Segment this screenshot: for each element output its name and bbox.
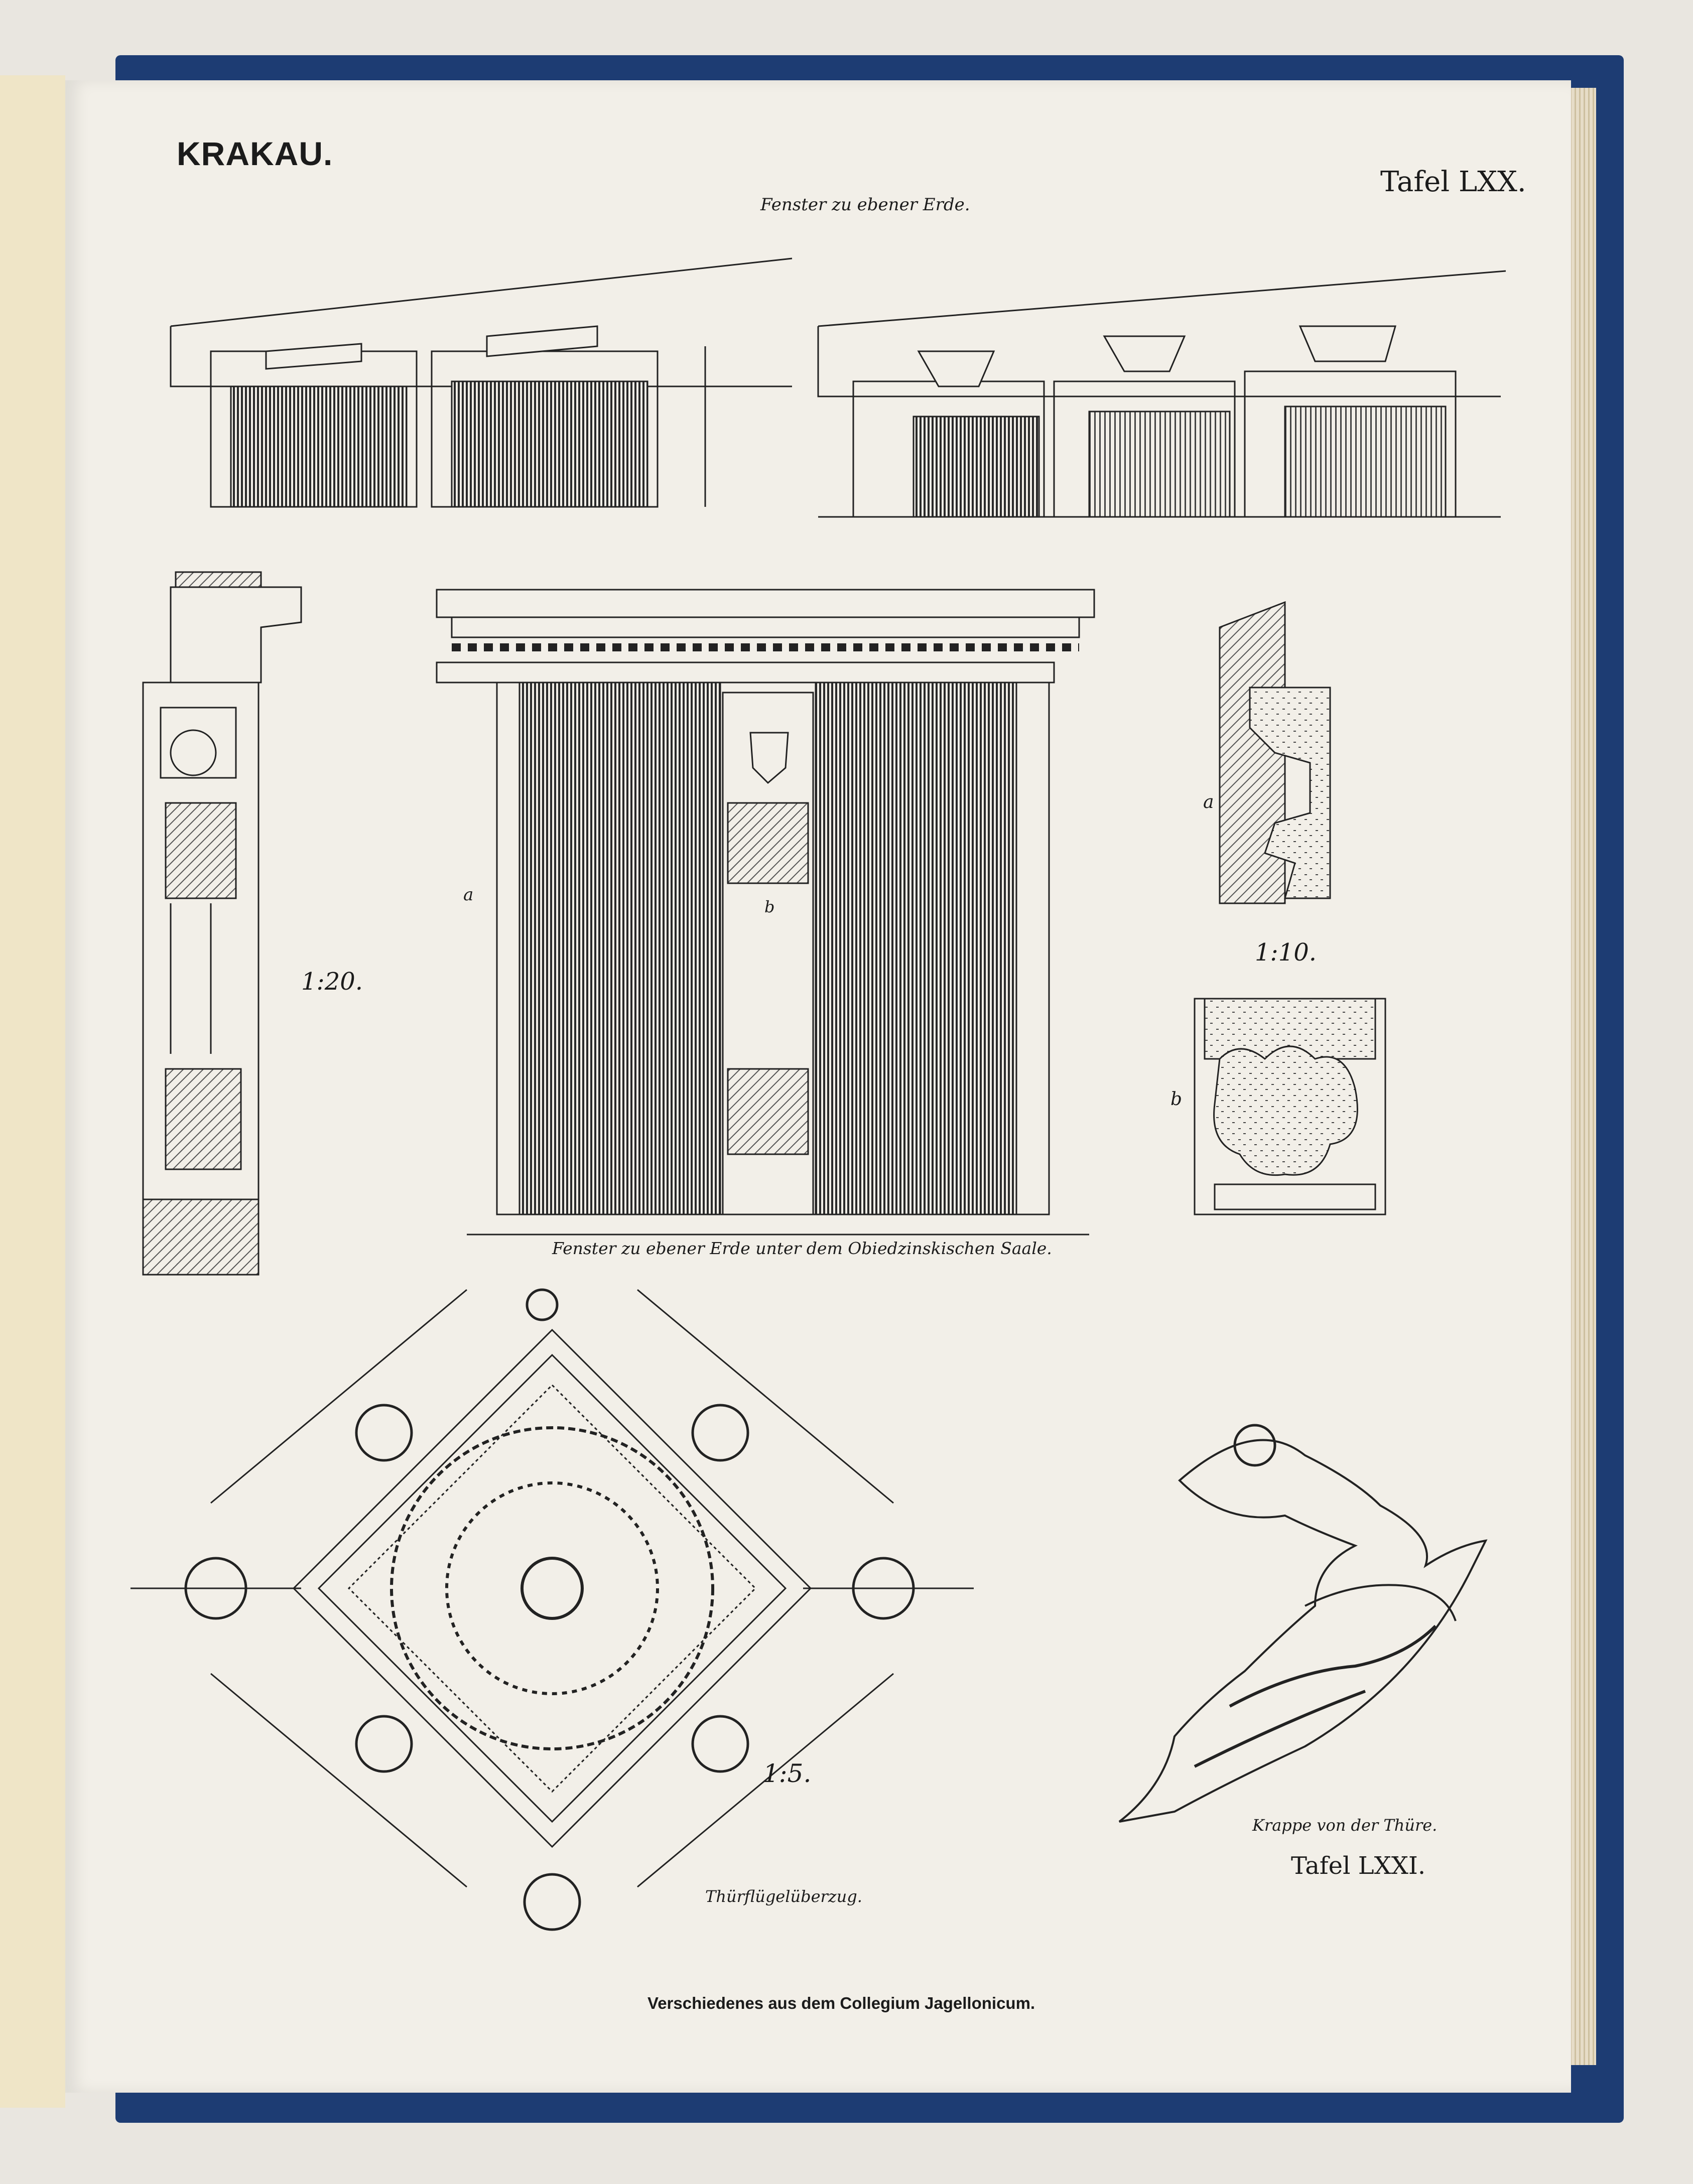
- secondary-plate-number: Tafel LXXI.: [1291, 1852, 1426, 1880]
- scale-label-right: 1:10.: [1255, 938, 1317, 967]
- label-a-detail: a: [1203, 792, 1214, 812]
- crocket-drawing: [1119, 1425, 1486, 1822]
- caption-window: Fenster zu ebener Erde unter dem Obiedzinskischen Saale.: [552, 1239, 1052, 1258]
- plate-number: Tafel LXX.: [1380, 166, 1526, 198]
- caption-top-windows: Fenster zu ebener Erde.: [760, 195, 970, 215]
- door-cover-ornament: [131, 1290, 974, 1930]
- label-b-detail: b: [1170, 1089, 1183, 1110]
- profile-detail-a: [1220, 602, 1330, 903]
- scale-label-ornament: 1:5.: [763, 1759, 812, 1788]
- label-a-window: a: [463, 885, 474, 905]
- profile-detail-b: [1195, 999, 1385, 1214]
- caption-door-cover: Thürflügelüberzug.: [705, 1887, 862, 1906]
- plate-city-heading: KRAKAU.: [177, 135, 333, 172]
- label-b-window: b: [764, 897, 775, 916]
- scale-label-left: 1:20.: [301, 968, 363, 996]
- caption-krappe: Krappe von der Thüre.: [1252, 1816, 1438, 1835]
- plate-footer-title: Verschiedenes aus dem Collegium Jagellonicum.: [647, 1994, 1035, 2012]
- window-elevation-top: [171, 258, 1506, 517]
- pilaster-profile-left: [143, 572, 301, 1275]
